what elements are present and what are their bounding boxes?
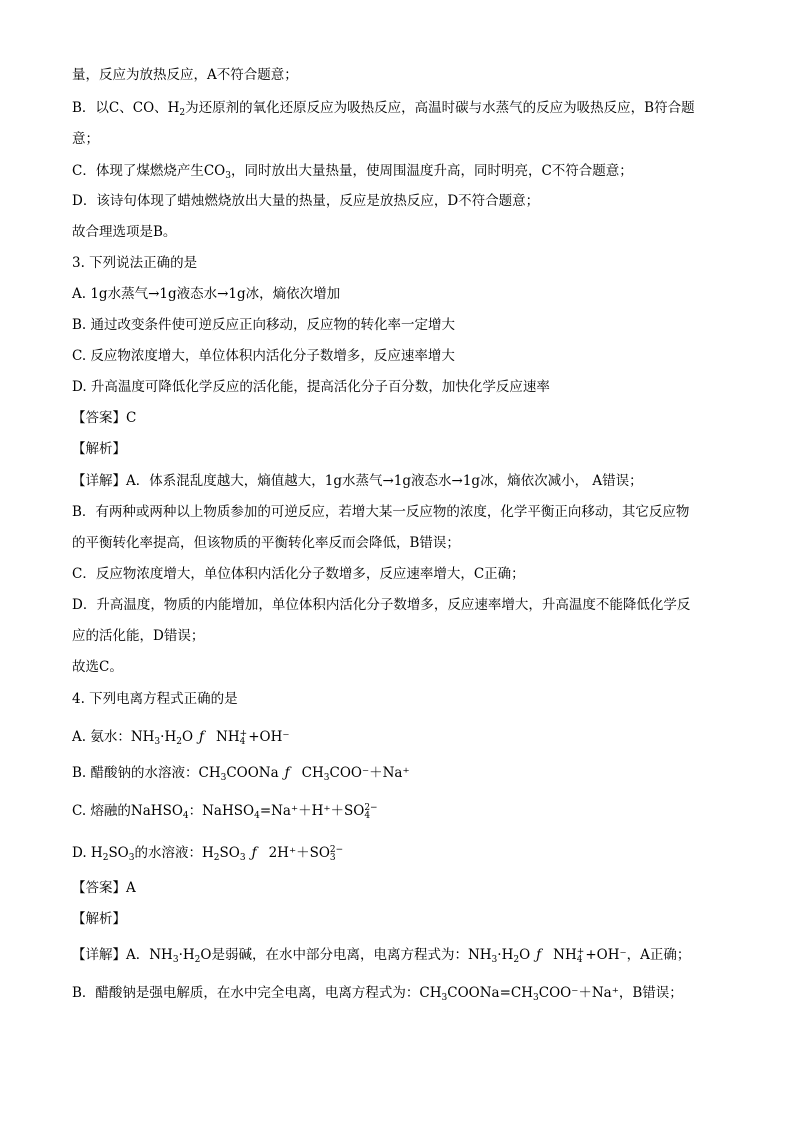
text-line: B．有两种或两种以上物质参加的可逆反应，若增大某一反应物的浓度，化学平衡正向移动，其它反应物	[72, 504, 690, 520]
answer-label: 【答案】A	[72, 880, 136, 896]
question-title: 4. 下列电离方程式正确的是	[72, 691, 238, 707]
option-c: C. 反应物浓度增大，单位体积内活化分子数增多，反应速率增大	[72, 348, 455, 364]
text-line: 意；	[72, 131, 99, 147]
text-line: 应的活化能，D错误；	[72, 628, 205, 644]
text-line: B．以C、CO、$H_2$为还原剂的氧化还原反应为吸热反应，高温时碳与水蒸气的反应为吸热反应，B符合题	[72, 100, 695, 118]
option-c: C. 熔融的NaHSO$_4$：NaHSO$_4$=Na⁺＋H⁺＋SO 2− 4	[72, 802, 378, 821]
answer-label: 【答案】C	[72, 410, 137, 426]
text-line: D．该诗句体现了蜡烛燃烧放出大量的热量，反应是放热反应，D不符合题意；	[72, 193, 540, 209]
text-line: B．醋酸钠是强电解质，在水中完全电离，电离方程式为：$CH_3COONa=CH_3COO^-+Na^+$，B错误；	[72, 985, 683, 1003]
option-a: A. 氨水：$NH_3\cdot H_2O$ ƒ NH + 4 +OH⁻	[72, 728, 290, 747]
analysis-label: 【解析】	[72, 441, 126, 457]
text-line: C．反应物浓度增大，单位体积内活化分子数增多，反应速率增大，C正确；	[72, 566, 525, 582]
text-line: D．升高温度，物质的内能增加，单位体积内活化分子数增多，反应速率增大，升高温度不能降低化学反	[72, 597, 691, 613]
option-d: D. 升高温度可降低化学反应的活化能，提高活化分子百分数，加快化学反应速率	[72, 379, 550, 395]
question-title: 3. 下列说法正确的是	[72, 255, 198, 271]
text-line: 【详解】A．体系混乱度越大，熵值越大，1g水蒸气→1g液态水→1g冰，熵依次减小， A错误；	[72, 473, 643, 489]
text-line: 量，反应为放热反应，A不符合题意；	[72, 67, 298, 83]
text-line: 故合理选项是B。	[72, 224, 177, 240]
text-line: 【详解】A．$NH_3\cdot H_2O$是弱碱，在水中部分电离，电离方程式为：$NH_3\cdot H_2O$ ƒ NH + 4 +OH⁻，A正确；	[72, 946, 691, 965]
text-line: 的平衡转化率提高，但该物质的平衡转化率反而会降低，B错误；	[72, 535, 460, 551]
text-line: 故选C。	[72, 659, 123, 675]
option-a: A. 1g水蒸气→1g液态水→1g冰，熵依次增加	[72, 286, 341, 302]
option-b: B. 通过改变条件使可逆反应正向移动，反应物的转化率一定增大	[72, 317, 456, 333]
option-d: D. $H_2SO_3$的水溶液：$H_2SO_3$ ƒ 2H⁺＋SO 2− 3	[72, 844, 344, 863]
option-b: B. 醋酸钠的水溶液：$CH_3COONa$ ƒ $CH_3COO^-+Na^+$	[72, 765, 410, 783]
analysis-label: 【解析】	[72, 911, 126, 927]
text-line: C．体现了煤燃烧产生$CO_3$，同时放出大量热量，使周围温度升高，同时明亮，C不符合题意；	[72, 163, 633, 181]
